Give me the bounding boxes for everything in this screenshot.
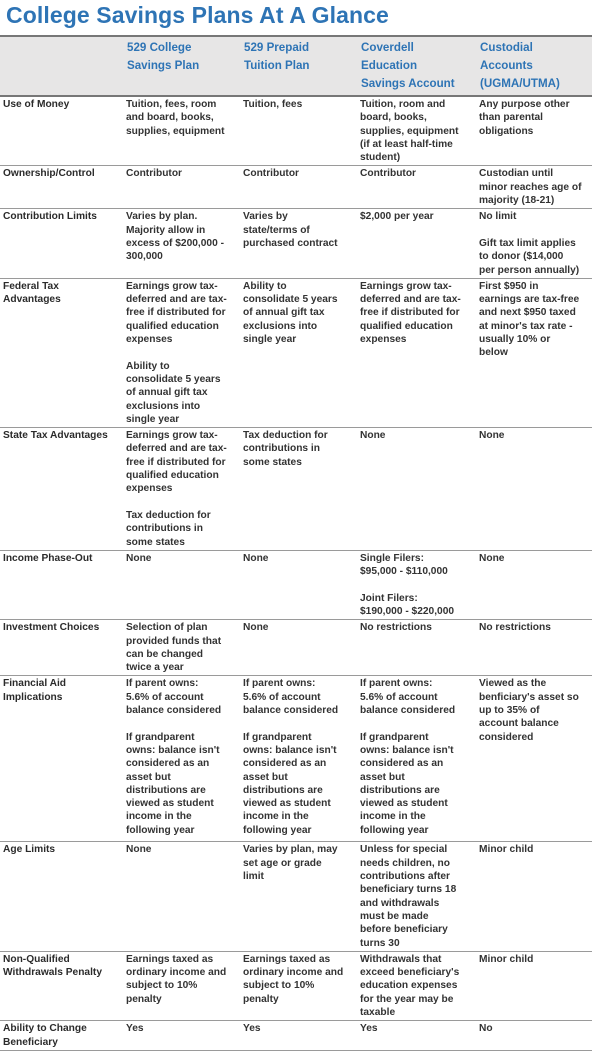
row-label: Use of Money <box>0 96 122 166</box>
cell-coverdell-esa: If parent owns: 5.6% of account balance considered If grandparent owns: balance isn't considered as an asset but distributions are viewed as student income in the following year <box>356 676 475 842</box>
row-label: Age Limits <box>0 842 122 951</box>
cell-529-prepaid-tuition: Varies by state/terms of purchased contract <box>239 209 356 278</box>
cell-529-prepaid-tuition: Tuition, fees <box>239 96 356 166</box>
cell-529-prepaid-tuition: None <box>239 620 356 676</box>
comparison-table <box>0 35 592 1051</box>
cell-custodial-accounts: No restrictions <box>475 620 592 676</box>
cell-529-prepaid-tuition: None <box>239 550 356 619</box>
cell-coverdell-esa: Yes <box>356 1021 475 1051</box>
table-row <box>0 676 592 842</box>
table-row <box>0 428 592 551</box>
row-label: Contribution Limits <box>0 209 122 278</box>
cell-custodial-accounts: No limit Gift tax limit applies to donor ($14,000 per person annually) <box>475 209 592 278</box>
row-label: Federal Tax Advantages <box>0 278 122 427</box>
cell-custodial-accounts: Custodian until minor reaches age of majority (18-21) <box>475 166 592 209</box>
row-label: Ownership/Control <box>0 166 122 209</box>
cell-coverdell-esa: Earnings grow tax- deferred and are tax- free if distributed for qualified education expenses <box>356 278 475 427</box>
table-row <box>0 96 592 166</box>
cell-529-college-savings: None <box>122 842 239 951</box>
cell-529-college-savings: Earnings grow tax- deferred and are tax- free if distributed for qualified education expenses Tax deduction for contributions in some states <box>122 428 239 551</box>
header-cell-blank <box>0 36 122 96</box>
cell-custodial-accounts: None <box>475 550 592 619</box>
cell-529-prepaid-tuition: Yes <box>239 1021 356 1051</box>
cell-coverdell-esa: Unless for special needs children, no contributions after beneficiary turns 18 and withdrawals must be made before beneficiary turns 30 <box>356 842 475 951</box>
row-label: Financial Aid Implications <box>0 676 122 842</box>
cell-529-college-savings: If parent owns: 5.6% of account balance considered If grandparent owns: balance isn't considered as an asset but distributions are viewed as student income in the following year <box>122 676 239 842</box>
table-row <box>0 1021 592 1051</box>
cell-529-college-savings: Earnings grow tax- deferred and are tax- free if distributed for qualified education expenses Ability to consolidate 5 years of annual gift tax exclusions into single year <box>122 278 239 427</box>
row-label: Income Phase-Out <box>0 550 122 619</box>
cell-529-prepaid-tuition: If parent owns: 5.6% of account balance considered If grandparent owns: balance isn't considered as an asset but distributions are viewed as student income in the following year <box>239 676 356 842</box>
cell-coverdell-esa: No restrictions <box>356 620 475 676</box>
cell-529-college-savings: Selection of plan provided funds that can be changed twice a year <box>122 620 239 676</box>
cell-custodial-accounts: Minor child <box>475 951 592 1020</box>
cell-529-college-savings: Contributor <box>122 166 239 209</box>
header-529-prepaid-tuition-plan: 529 Prepaid Tuition Plan <box>239 36 356 96</box>
cell-custodial-accounts: Any purpose other than parental obligations <box>475 96 592 166</box>
table-row <box>0 951 592 1020</box>
table-row <box>0 620 592 676</box>
cell-529-prepaid-tuition: Ability to consolidate 5 years of annual gift tax exclusions into single year <box>239 278 356 427</box>
row-label: Ability to Change Beneficiary <box>0 1021 122 1051</box>
cell-custodial-accounts: Viewed as the benficiary's asset so up to 35% of account balance considered <box>475 676 592 842</box>
table-row <box>0 842 592 951</box>
header-coverdell-education-savings-account: Coverdell Education Savings Account <box>356 36 475 96</box>
cell-529-prepaid-tuition: Contributor <box>239 166 356 209</box>
cell-coverdell-esa: Contributor <box>356 166 475 209</box>
table-body <box>0 96 592 1051</box>
table-row <box>0 278 592 427</box>
row-label: State Tax Advantages <box>0 428 122 551</box>
cell-coverdell-esa: Withdrawals that exceed beneficiary's education expenses for the year may be taxable <box>356 951 475 1020</box>
cell-529-college-savings: Earnings taxed as ordinary income and subject to 10% penalty <box>122 951 239 1020</box>
row-label: Non-Qualified Withdrawals Penalty <box>0 951 122 1020</box>
cell-coverdell-esa: $2,000 per year <box>356 209 475 278</box>
header-row <box>0 36 592 96</box>
cell-529-prepaid-tuition: Varies by plan, may set age or grade limit <box>239 842 356 951</box>
row-label: Investment Choices <box>0 620 122 676</box>
table-row <box>0 209 592 278</box>
cell-custodial-accounts: None <box>475 428 592 551</box>
cell-coverdell-esa: None <box>356 428 475 551</box>
cell-coverdell-esa: Tuition, room and board, books, supplies, equipment (if at least half-time student) <box>356 96 475 166</box>
table-row <box>0 550 592 619</box>
cell-custodial-accounts: Minor child <box>475 842 592 951</box>
cell-529-prepaid-tuition: Tax deduction for contributions in some states <box>239 428 356 551</box>
cell-custodial-accounts: First $950 in earnings are tax-free and next $950 taxed at minor's tax rate - usually 10% or below <box>475 278 592 427</box>
header-custodial-accounts: Custodial Accounts (UGMA/UTMA) <box>475 36 592 96</box>
page-title: College Savings Plans At A Glance <box>6 2 389 28</box>
cell-529-college-savings: Varies by plan. Majority allow in excess of $200,000 - 300,000 <box>122 209 239 278</box>
table-row <box>0 166 592 209</box>
cell-529-college-savings: Tuition, fees, room and board, books, supplies, equipment <box>122 96 239 166</box>
cell-coverdell-esa: Single Filers: $95,000 - $110,000 Joint Filers: $190,000 - $220,000 <box>356 550 475 619</box>
cell-529-college-savings: Yes <box>122 1021 239 1051</box>
header-529-college-savings-plan: 529 College Savings Plan <box>122 36 239 96</box>
cell-529-college-savings: None <box>122 550 239 619</box>
cell-custodial-accounts: No <box>475 1021 592 1051</box>
cell-529-prepaid-tuition: Earnings taxed as ordinary income and subject to 10% penalty <box>239 951 356 1020</box>
